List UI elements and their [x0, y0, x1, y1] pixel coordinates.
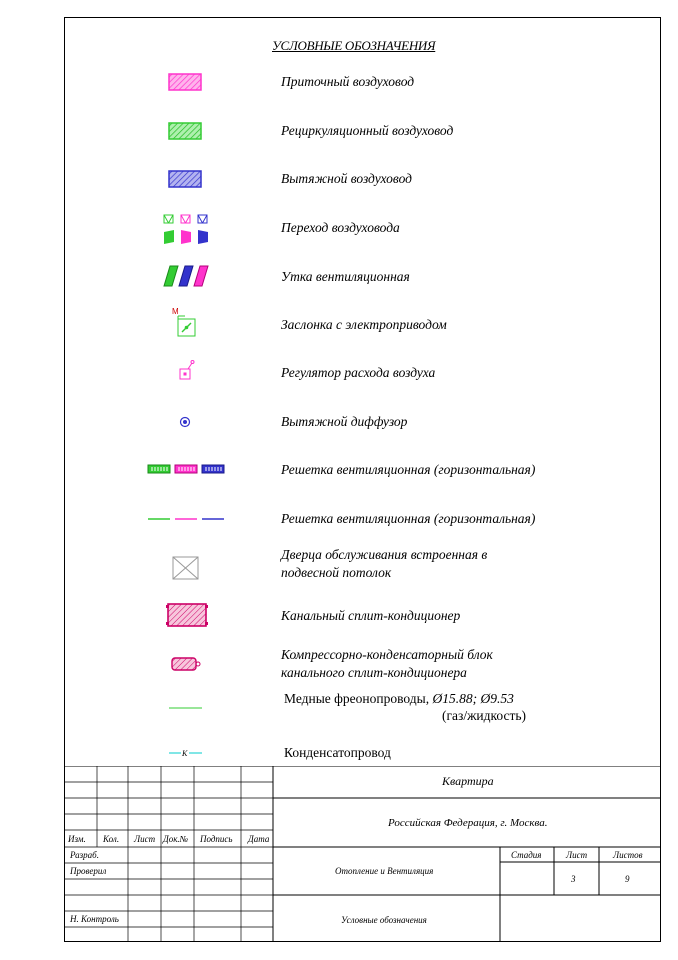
stage-label: Стадия [511, 850, 542, 860]
legend-label: Рециркуляционный воздуховод [281, 123, 454, 138]
supply-duct-icon [140, 66, 230, 98]
project-location: Российская Федерация, г. Москва. [388, 817, 548, 829]
legend-label: Вытяжной диффузор [281, 414, 408, 429]
motorized-damper-icon [140, 305, 230, 341]
role-checker: Проверил [70, 866, 107, 876]
role-norm-control: Н. Контроль [70, 914, 119, 924]
ceiling-access-door-icon [140, 552, 230, 584]
legend-label: Утка вентиляционная [281, 269, 410, 284]
duct-transition-icon [140, 212, 230, 248]
motor-label: M [172, 307, 179, 316]
sheets-label: Листов [613, 850, 643, 860]
sheets-count: 9 [625, 874, 630, 884]
header-signature: Подпись [200, 834, 233, 844]
airflow-regulator-icon [140, 356, 230, 388]
condensing-unit-icon [140, 648, 230, 680]
grille-horizontal-icon [140, 453, 230, 485]
legend-label: Вытяжной воздуховод [281, 171, 413, 186]
header-kol: Кол. [103, 834, 120, 844]
legend-label: Приточный воздуховод [281, 74, 415, 89]
sheet-number: 3 [571, 874, 576, 884]
legend-label: Дверца обслуживания встроенная в подвесной потолок [281, 547, 488, 580]
exhaust-duct-icon [140, 163, 230, 195]
condensate-pipe-icon [140, 737, 230, 769]
exhaust-diffuser-icon [140, 405, 230, 437]
recirculation-duct-icon [140, 115, 230, 147]
ducted-split-ac-icon [140, 600, 230, 632]
title-block [64, 766, 661, 942]
condensate-symbol: К [182, 749, 188, 758]
condensate-label: Конденсатопровод [284, 745, 391, 760]
header-list: Лист [134, 834, 156, 844]
project-name: Квартира [442, 774, 494, 788]
legend-label: Компрессорно-конденсаторный блок канального сплит-кондиционера [281, 647, 493, 680]
copper-pipe-note: (газ/жидкость) [442, 708, 527, 723]
legend-label: Переход воздуховода [281, 220, 400, 235]
legend-label: Решетка вентиляционная (горизонтальная) [281, 462, 536, 477]
header-doc: Док.№ [163, 834, 189, 844]
legend-label: Заслонка с электроприводом [281, 317, 447, 332]
sheet-label: Лист [566, 850, 588, 860]
role-developer: Разраб. [70, 850, 99, 860]
duct-offset-icon [140, 260, 230, 292]
grille-line-icon [140, 503, 230, 535]
copper-pipe-label: Медные фреонопроводы, Ø15.88; Ø9.53 [284, 691, 514, 706]
copper-pipe-icon [140, 692, 230, 724]
section-name: Отопление и Вентиляция [335, 866, 434, 876]
copper-pipe-sizes: Ø15.88; Ø9.53 [432, 691, 514, 706]
header-izm: Изм. [68, 834, 86, 844]
legend-label: Регулятор расхода воздуха [281, 365, 436, 380]
sheet-title: Условные обозначения [341, 915, 427, 925]
legend-label: Решетка вентиляционная (горизонтальная) [281, 511, 536, 526]
header-date: Дата [248, 834, 270, 844]
legend-title: УСЛОВНЫЕ ОБОЗНАЧЕНИЯ [272, 38, 436, 53]
legend-label: Канальный сплит-кондиционер [281, 608, 461, 623]
